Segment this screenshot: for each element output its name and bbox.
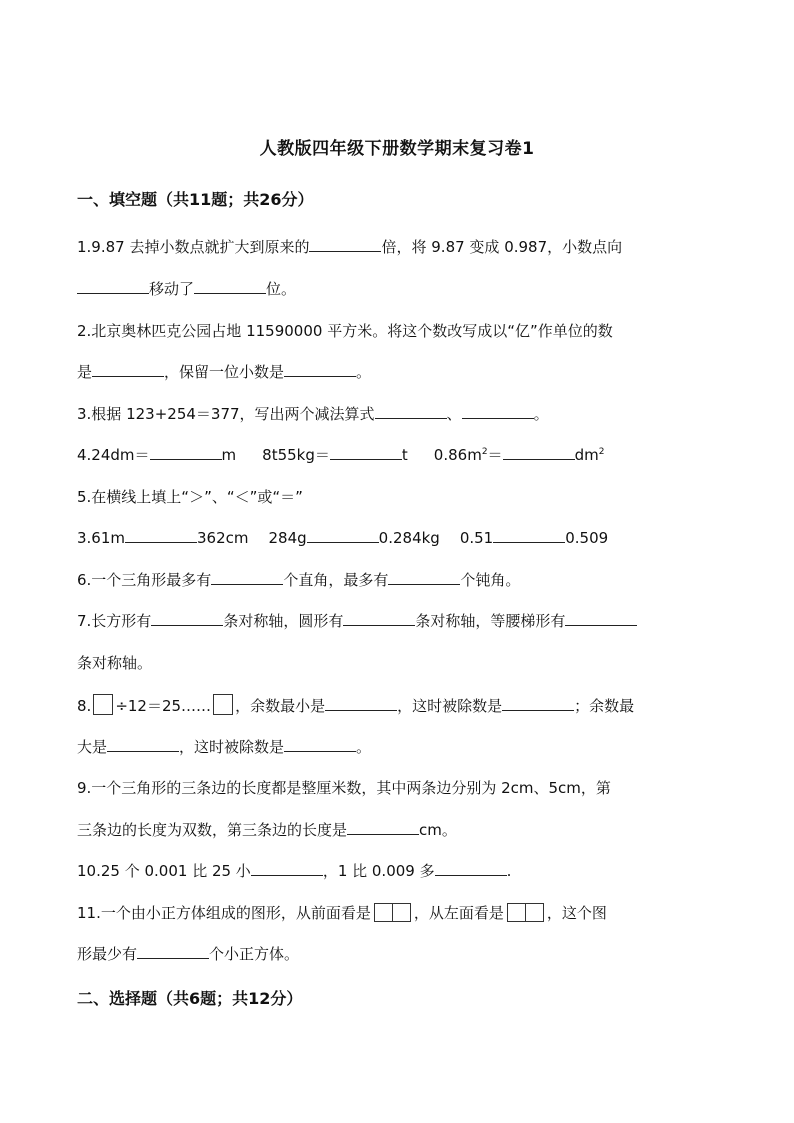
answer-blank[interactable] [493, 528, 565, 543]
answer-blank[interactable] [325, 696, 397, 711]
question-6: 6.一个三角形最多有 个直角，最多有 个钝角。 [77, 571, 521, 589]
answer-blank[interactable] [125, 528, 197, 543]
answer-blank[interactable] [343, 611, 415, 626]
question-1-line-1: 1.9.87 去掉小数点就扩大到原来的 倍，将 9.87 变成 0.987，小数点向 [77, 238, 623, 256]
question-9-line-1: 9.一个三角形的三条边的长度都是整厘米数，其中两条边分别为 2cm、5cm，第 [77, 779, 611, 797]
answer-blank[interactable] [284, 737, 356, 752]
answer-blank[interactable] [330, 445, 402, 460]
question-1-line-2: 移动了 位。 [77, 278, 727, 300]
section-heading-fill-in: 一、填空题（共11题；共26分） [77, 190, 314, 209]
question-2-line-1: 2.北京奥林匹克公园占地 11590000 平方米。将这个数改写成以“亿”作单位的数 [77, 322, 613, 340]
question-8-line-1: 8. ÷12＝25…… ，余数最小是 ，这时被除数是 ；余数最 [77, 694, 727, 717]
answer-blank[interactable] [92, 362, 164, 377]
question-3: 3.根据 123+254＝377，写出两个减法算式 、 。 [77, 405, 549, 423]
answer-blank[interactable] [347, 820, 419, 835]
answer-blank[interactable] [388, 570, 460, 585]
answer-blank[interactable] [77, 279, 149, 294]
answer-blank[interactable] [107, 737, 179, 752]
question-2-line-2: 是 ，保留一位小数是 。 [77, 363, 372, 381]
answer-blank[interactable] [151, 611, 223, 626]
question-4: 4.24dm＝ m 8t55kg＝ t $0.86m^2= dm^2$ [77, 446, 605, 464]
dividend-box[interactable] [93, 694, 113, 715]
question-7-line-2: 条对称轴。 [77, 654, 153, 672]
answer-blank[interactable] [375, 404, 447, 419]
question-9-line-2: 三条边的长度为双数，第三条边的长度是 cm。 [77, 821, 457, 839]
answer-blank[interactable] [284, 362, 356, 377]
front-view-figure [374, 903, 411, 928]
question-7-line-1: 7.长方形有 条对称轴，圆形有 条对称轴，等腰梯形有 [77, 610, 727, 632]
answer-blank[interactable] [502, 696, 574, 711]
answer-blank[interactable] [251, 861, 323, 876]
question-8-line-2: 大是 ，这时被除数是 。 [77, 738, 372, 756]
answer-blank[interactable] [150, 445, 222, 460]
answer-blank[interactable] [565, 611, 637, 626]
answer-blank[interactable] [503, 445, 575, 460]
answer-blank[interactable] [462, 404, 534, 419]
answer-blank[interactable] [309, 237, 381, 252]
question-5-items: 3.61m 362cm 284g 0.284kg 0.51 0.509 [77, 529, 609, 547]
answer-blank[interactable] [211, 570, 283, 585]
section-heading-multiple-choice: 二、选择题（共6题；共12分） [77, 989, 303, 1008]
answer-blank[interactable] [307, 528, 379, 543]
question-5-instruction: 5.在横线上填上“＞”、“＜”或“＝” [77, 488, 303, 506]
remainder-box[interactable] [213, 694, 233, 715]
answer-blank[interactable] [435, 861, 507, 876]
question-11-line-1: 11.一个由小正方体组成的图形，从前面看是 ，从左面看是 ，这个图 [77, 902, 727, 928]
answer-blank[interactable] [137, 944, 209, 959]
question-11-line-2: 形最少有 个小正方体。 [77, 945, 300, 963]
left-view-figure [507, 903, 544, 928]
page-title: 人教版四年级下册数学期末复习卷1 [259, 139, 535, 159]
question-10: 10.25 个 0.001 比 25 小 ，1 比 0.009 多 . [77, 862, 512, 880]
answer-blank[interactable] [194, 279, 266, 294]
